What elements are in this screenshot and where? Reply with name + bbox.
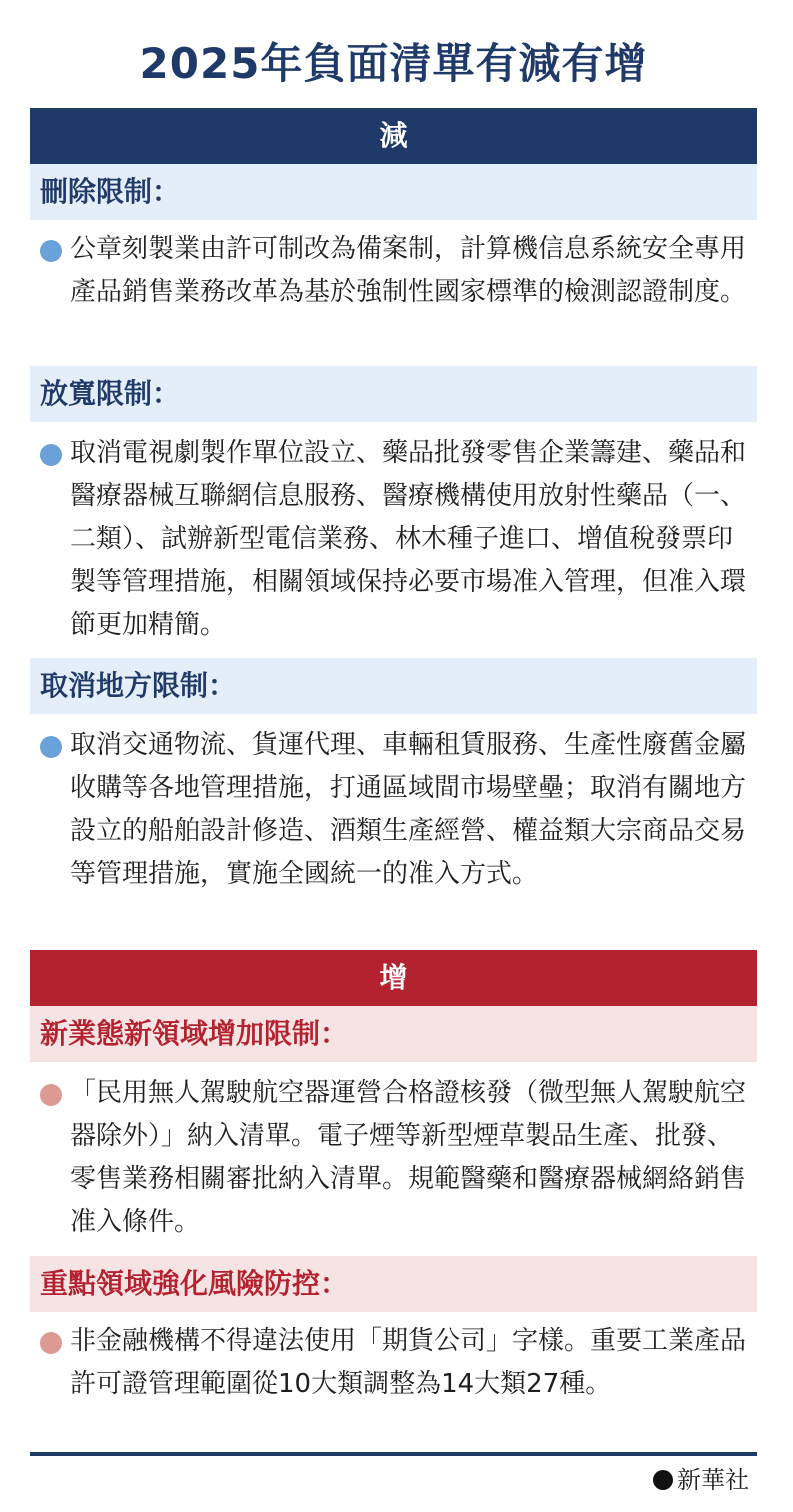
paragraph-text: 取消電視劇製作單位設立、藥品批發零售企業籌建、藥品和醫療器械互聯網信息服務、醫療機構使用放射性藥品（一、二類）、試辦新型電信業務、林木種子進口、增值稅發票印製等管理措施，相關領域保持必要市場准入管理，但准入環節更加精簡。 xyxy=(70,438,747,640)
section-heading-risk-control: 重點領域強化風險防控： xyxy=(30,1256,757,1312)
section-heading-relax: 放寬限制： xyxy=(30,366,757,422)
paragraph-text: 取消交通物流、貨運代理、車輛租賃服務、生產性廢舊金屬收購等各地管理措施，打通區域間市場壁壘；取消有關地方設立的船舶設計修造、酒類生產經營、權益類大宗商品交易等管理措施，實施全國統一的准入方式。 xyxy=(70,730,747,889)
bullet-dot-icon xyxy=(40,1084,62,1106)
bullet-dot-icon xyxy=(40,444,62,466)
bullet-dot-icon xyxy=(40,736,62,758)
bottom-divider xyxy=(30,1452,757,1456)
source-credit xyxy=(653,1464,749,1496)
page-title: 2025年負面清單有減有增 xyxy=(139,39,648,88)
section-paragraph-relax xyxy=(40,432,757,647)
section-heading-delete: 刪除限制： xyxy=(30,164,757,220)
section-paragraph-delete xyxy=(40,228,757,314)
bullet-dot-icon xyxy=(40,240,62,262)
section-heading-local: 取消地方限制： xyxy=(30,658,757,714)
paragraph-text: 公章刻製業由許可制改為備案制，計算機信息系統安全專用產品銷售業務改革為基於強制性國家標準的檢測認證制度。 xyxy=(70,234,747,307)
section-heading-new-fields: 新業態新領域增加限制： xyxy=(30,1006,757,1062)
credit-bullet-icon xyxy=(653,1470,673,1490)
section-paragraph-local xyxy=(40,724,757,896)
paragraph-text: 非金融機構不得違法使用「期貨公司」字樣。重要工業產品許可證管理範圍從10大類調整為14大類27種。 xyxy=(70,1326,747,1399)
bullet-dot-icon xyxy=(40,1332,62,1354)
credit-text: 新華社 xyxy=(677,1466,749,1494)
paragraph-text: 「民用無人駕駛航空器運營合格證核發（微型無人駕駛航空器除外）」納入清單。電子煙等新型煙草製品生產、批發、零售業務相關審批納入清單。規範醫藥和醫療器械網絡銷售准入條件。 xyxy=(70,1078,747,1237)
decrease-band: 減 xyxy=(30,108,757,164)
section-paragraph-new-fields xyxy=(40,1072,757,1244)
increase-band: 增 xyxy=(30,950,757,1006)
infographic xyxy=(30,0,757,1512)
section-paragraph-risk-control xyxy=(40,1320,757,1406)
